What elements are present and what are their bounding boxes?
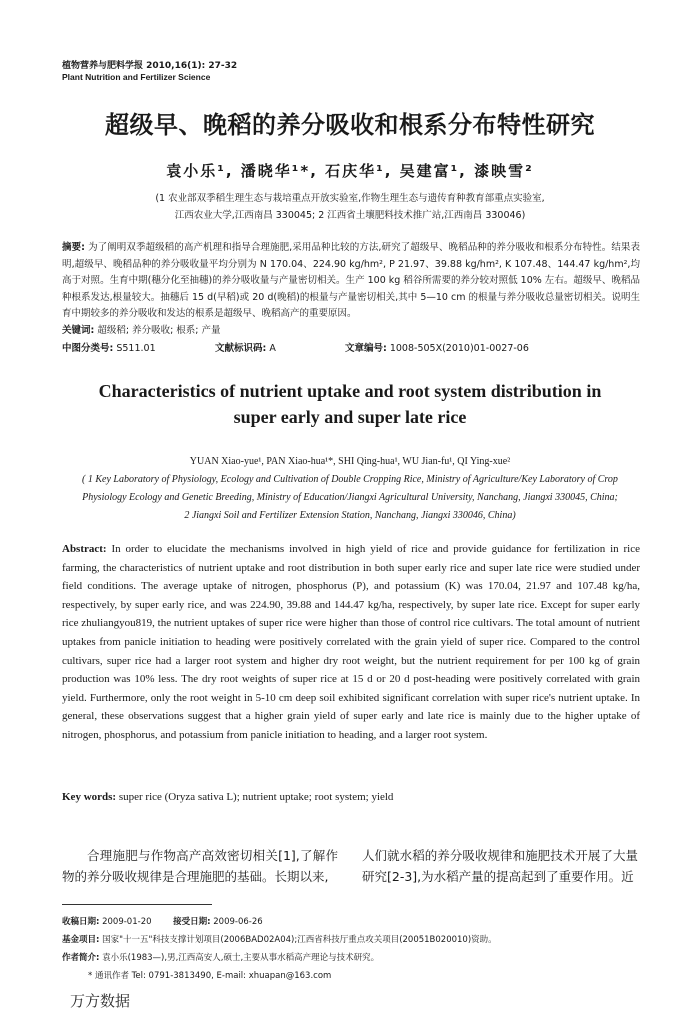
abstract-cn-label: 摘要: — [62, 242, 85, 253]
authors-en: YUAN Xiao-yue¹, PAN Xiao-hua¹*, SHI Qing-hua¹, WU Jian-fu¹, QI Ying-xue² — [189, 456, 511, 467]
keywords-cn-label: 关键词: — [62, 325, 95, 336]
accepted-label: 接受日期: — [173, 917, 211, 927]
keywords-cn — [62, 322, 221, 336]
doc-value: A — [269, 343, 276, 354]
journal-header-cn: 植物营养与肥料学报 2010,16(1): 27-32 — [62, 61, 238, 71]
fund-value: 国家"十一五"科技支撑计划项目(2006BAD02A04);江西省科技厅重点攻关项目(20051B020010)资助。 — [102, 935, 497, 945]
title-en — [0, 378, 700, 430]
keywords-en-text: super rice (Oryza sativa L); nutrient uptake; root system; yield — [118, 791, 394, 803]
doc-label: 文献标识码: — [215, 343, 267, 354]
doc-code — [215, 340, 276, 354]
received-label: 收稿日期: — [62, 917, 100, 927]
affiliation-en-line2: Physiology Ecology and Genetic Breeding, Ministry of Education/Jiangxi Agricultural University, Nanchang, Jiangxi 330045, China; — [82, 492, 618, 503]
abstract-en-label: Abstract: — [62, 543, 107, 555]
accepted-value: 2009-06-26 — [213, 917, 263, 927]
author-value: 袁小乐(1983—),男,江西高安人,硕士,主要从事水稻高产理论与技术研究。 — [102, 953, 380, 963]
clc-label: 中图分类号: — [62, 343, 114, 354]
abstract-en-text: In order to elucidate the mechanisms involved in high yield of rice and provide guidance for fertilization in rice farming, the characteristics of nutrient uptake and root distribution in both super early rice and super late rice were studied under field conditions. The average uptake of nitrogen, phosphorus (P), and potassium (K) was 170.04, 21.97 and 107.48 kg/ha, respectively, by super early rice, and was 224.90, 39.88 and 144.47 kg/ha, respectively, by super late rice. Except for super early rice zhuliangyou819, the nutrient uptakes of super rice were higher than those of control rice cultivars. The total amount of nutrient uptakes from panicle initiation to heading were positively correlated with the grain yield of super rice. Compared to the control cultivars, super rice had a larger root system and higher dry root weight, but the nutrient requirement for per 100 kg of grain production was 10% less. The dry root weights of super rice at 15 d or 20 d post-heading were positively correlated with grain yield. Furthermore, only the root weight in 5-10 cm deep soil exhibited significant correlation with super rice's nutrient uptake. In general, these observations suggest that a higher grain yield of super early and late rice is mainly due to the higher uptake of nitrogen, phosphorus, and potassium from panicle initiation to heading, and a larger root system. — [62, 543, 640, 741]
abstract-cn-text: 为了阐明双季超级稻的高产机理和指导合理施肥,采用品种比较的方法,研究了超级早、晚稻品种的养分吸收和根系分布特性。结果表明,超级早、晚稻品种的养分吸收量平均分别为 N 170.04、224.90 kg/hm², P 21.97、39.88 kg/hm², K 107.48、144.47 kg/hm²,均高于对照。生育中期(穗分化至抽穗)的养分吸收量与产量密切相关。生产 100 kg 稻谷所需要的养分较对照低 10% 左右。超级早、晚稻品种根系发达,根量较大。抽穗后 15 d(早稻)或 20 d(晚稻)的根量与产量密切相关,其中 5—10 cm 的根量与养分吸收总量密切相关。说明生育中期较多的养分吸收和发达的根系是超级早、晚稻高产的重要原因。 — [62, 242, 640, 319]
article-value: 1008-505X(2010)01-0027-06 — [389, 343, 529, 354]
author-label: 作者简介: — [62, 953, 100, 963]
abstract-en — [62, 540, 640, 745]
footnote-divider — [62, 904, 212, 905]
fund-label: 基金项目: — [62, 935, 100, 945]
footnote-corresponding: * 通讯作者 Tel: 0791-3813490, E-mail: xhuapan@163.com — [88, 971, 332, 981]
affiliation-cn-line2: 江西农业大学,江西南昌 330045; 2 江西省土壤肥料技术推广站,江西南昌 330046) — [174, 210, 526, 221]
keywords-en — [62, 791, 393, 803]
footnote-fund — [62, 933, 497, 945]
journal-header-en: Plant Nutrition and Fertilizer Science — [62, 72, 211, 82]
keywords-cn-text: 超级稻; 养分吸收; 根系; 产量 — [97, 325, 221, 336]
title-en-line2: super early and super late rice — [233, 407, 467, 427]
footnote-dates — [62, 915, 263, 927]
body-text-right: 人们就水稻的养分吸收规律和施肥技术开展了大量研究[2-3],为水稻产量的提高起到了重要作用。近 — [362, 848, 638, 884]
abstract-cn — [62, 240, 640, 323]
authors-cn: 袁小乐¹, 潘晓华¹*, 石庆华¹, 吴建富¹, 漆映雪² — [166, 162, 534, 180]
footnote-author — [62, 951, 379, 963]
clc-value: S511.01 — [116, 343, 156, 354]
affiliation-cn-line1: (1 农业部双季稻生理生态与栽培重点开放实验室,作物生理生态与遗传育种教育部重点实验室, — [155, 193, 545, 204]
clc-code — [62, 340, 156, 354]
wanfang-watermark: 万方数据 — [70, 992, 131, 1010]
received-value: 2009-01-20 — [102, 917, 152, 927]
affiliation-en-line3: 2 Jiangxi Soil and Fertilizer Extension Station, Nanchang, Jiangxi 330046, China) — [184, 510, 516, 521]
article-number — [345, 340, 529, 354]
keywords-en-label: Key words: — [62, 791, 117, 803]
title-cn: 超级早、晚稻的养分吸收和根系分布特性研究 — [105, 111, 595, 139]
body-text-left: 合理施肥与作物高产高效密切相关[1],了解作物的养分吸收规律是合理施肥的基础。长期以来, — [62, 848, 338, 884]
affiliation-en-line1: ( 1 Key Laboratory of Physiology, Ecology and Cultivation of Double Cropping Rice, Ministry of Agriculture/Key Laboratory of Crop — [82, 474, 618, 485]
title-en-line1: Characteristics of nutrient uptake and root system distribution in — [98, 381, 602, 401]
article-label: 文章编号: — [345, 343, 387, 354]
